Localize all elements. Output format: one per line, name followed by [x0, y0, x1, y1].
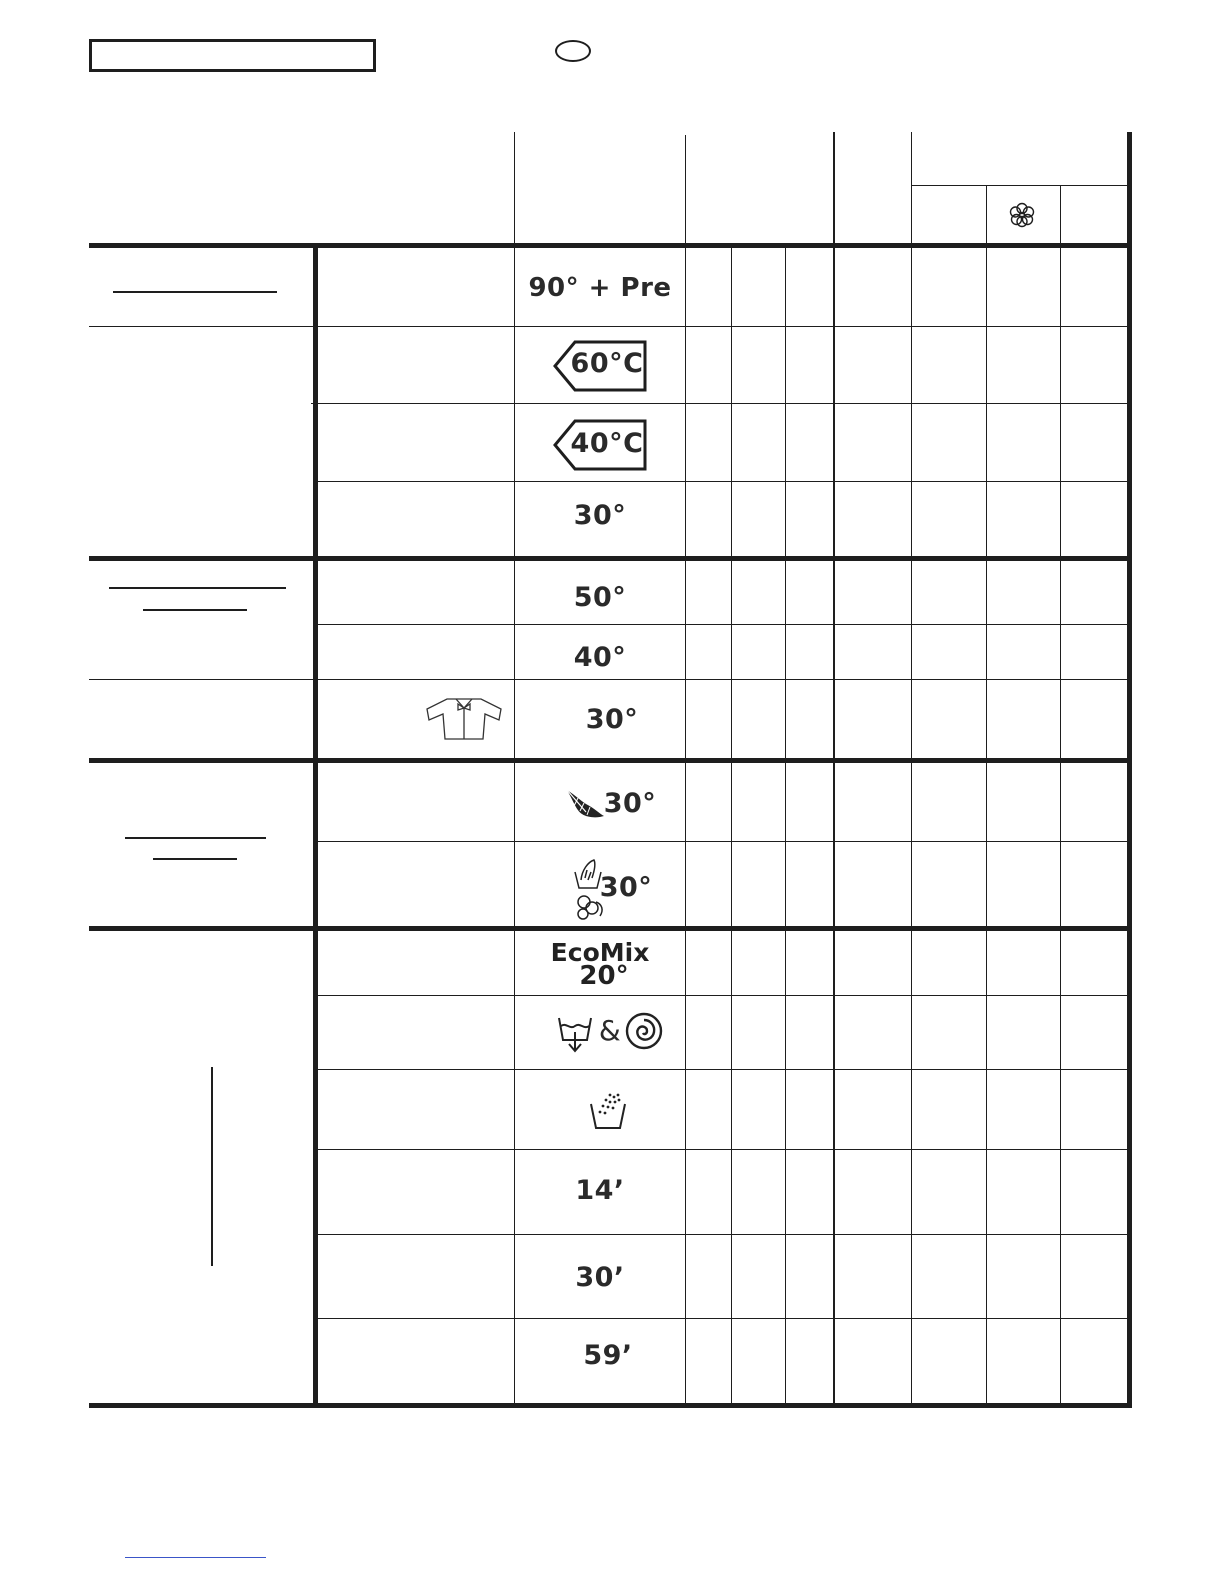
- programme-30-cotton: 30°: [573, 500, 627, 531]
- programme-14-min: 14’: [575, 1175, 625, 1206]
- programme-ecomix-label: EcoMix: [550, 938, 650, 967]
- programme-60c: 60°C: [570, 348, 644, 379]
- country-code-oval: [555, 40, 591, 62]
- programme-30-handwash-wool: 30°: [599, 872, 653, 903]
- flower-icon: [1008, 201, 1036, 233]
- shirt-icon: [425, 696, 503, 746]
- programme-ecomix-temp: 20°: [579, 961, 629, 991]
- programme-40c: 40°C: [570, 428, 644, 459]
- drain-and-spin-ampersand: &: [598, 1014, 622, 1047]
- programme-50: 50°: [573, 582, 627, 613]
- programme-30-min: 30’: [575, 1262, 625, 1293]
- programme-90-pre: 90° + Pre: [528, 273, 672, 303]
- footer-link-underline: [125, 1557, 266, 1558]
- drain-icon: [556, 1014, 594, 1058]
- programme-40: 40°: [573, 642, 627, 673]
- spin-icon: [624, 1011, 664, 1055]
- title-box: [89, 39, 376, 72]
- programme-59-min: 59’: [583, 1340, 633, 1371]
- rinse-icon: [588, 1092, 628, 1136]
- programme-30-shirts: 30°: [585, 704, 639, 735]
- programme-30-delicate: 30°: [603, 788, 657, 819]
